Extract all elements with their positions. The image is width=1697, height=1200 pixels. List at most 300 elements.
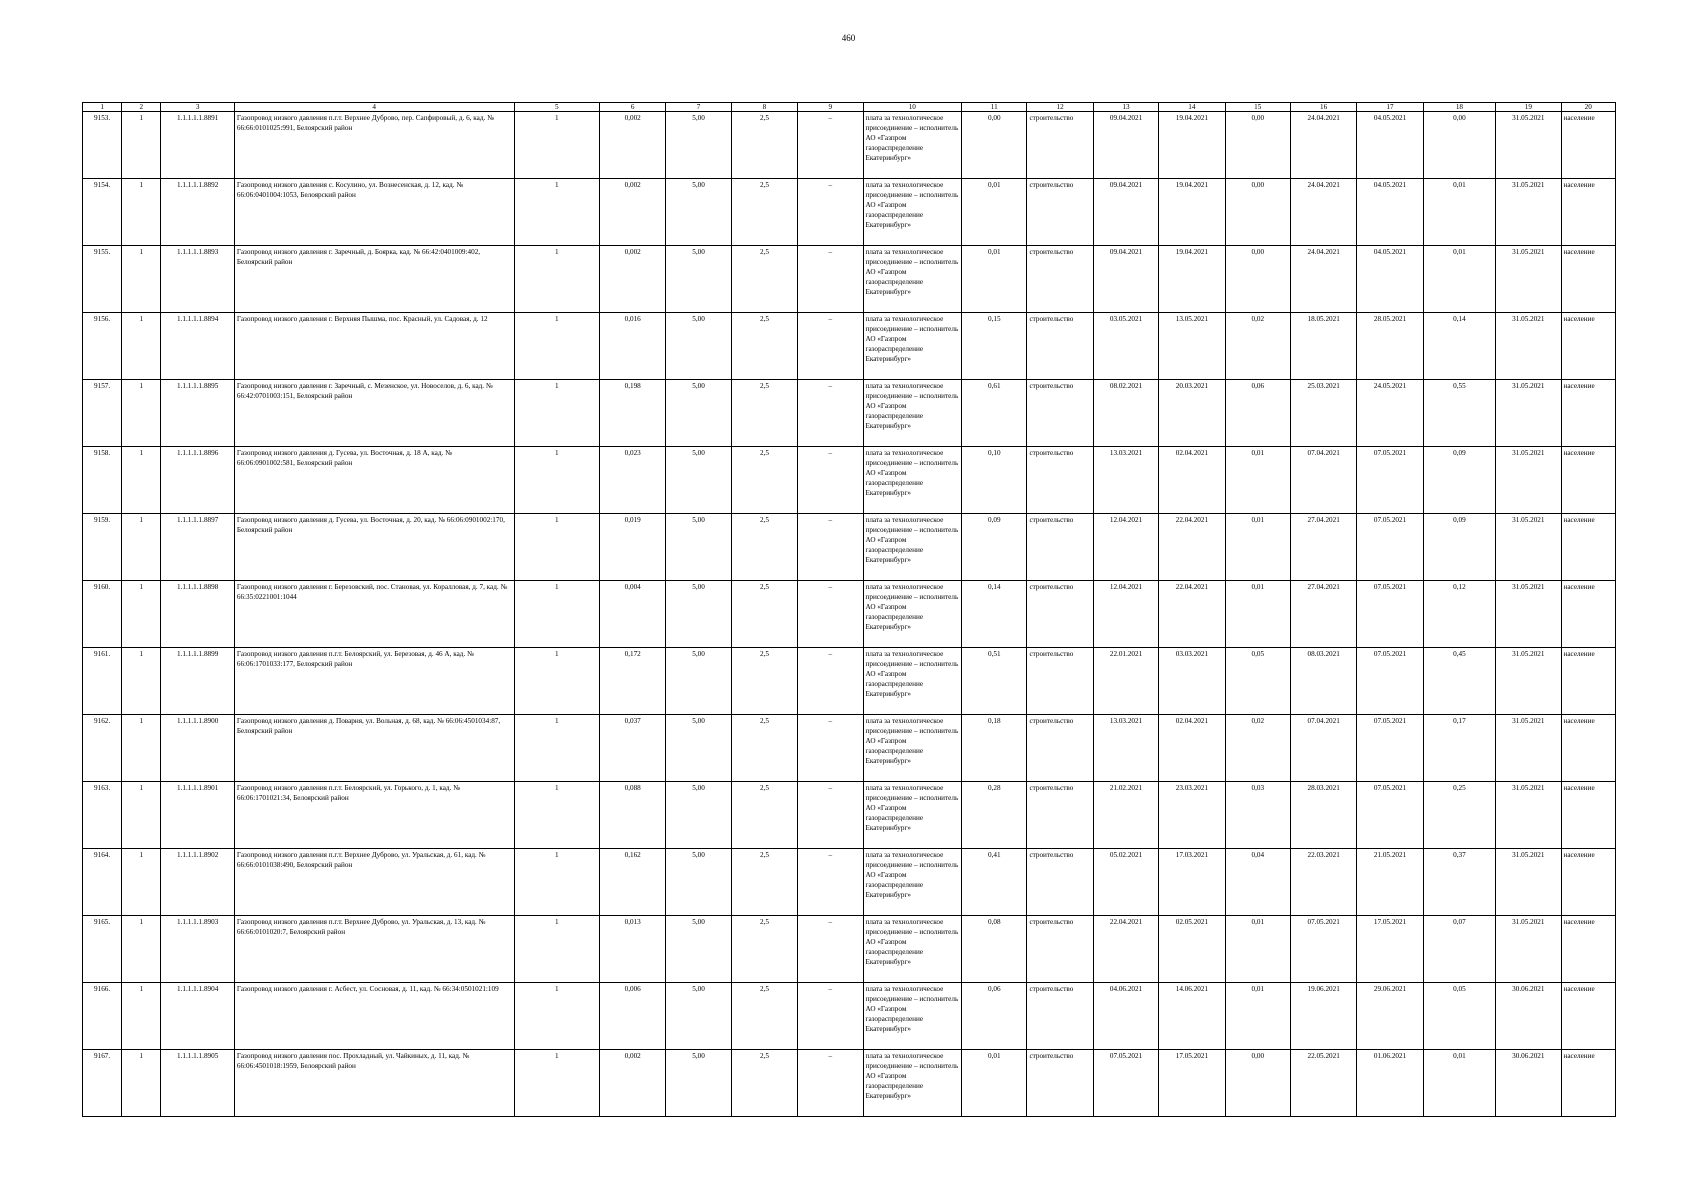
row-number-cell: 9165. bbox=[83, 916, 122, 983]
dash-cell: – bbox=[798, 849, 863, 916]
payment-cell: плата за технологическое присоединение – исполнитель АО «Газпром газораспределение Екатеринбург» bbox=[863, 715, 962, 782]
date-cell: 08.02.2021 bbox=[1093, 380, 1158, 447]
date-cell: 04.05.2021 bbox=[1357, 246, 1423, 313]
payment-cell: плата за технологическое присоединение – исполнитель АО «Газпром газораспределение Екатеринбург» bbox=[863, 179, 962, 246]
row-number-cell: 9161. bbox=[83, 648, 122, 715]
count-cell: 1 bbox=[514, 112, 600, 179]
date-cell: 27.04.2021 bbox=[1290, 514, 1356, 581]
value-cell: 0,09 bbox=[1423, 447, 1495, 514]
length-cell: 0,006 bbox=[600, 983, 666, 1050]
column-number: 4 bbox=[234, 103, 514, 112]
column-number: 5 bbox=[514, 103, 600, 112]
value-cell: 0,01 bbox=[1225, 983, 1290, 1050]
code-cell: 1.1.1.1.1.8898 bbox=[161, 581, 234, 648]
date-cell: 30.06.2021 bbox=[1496, 1050, 1561, 1117]
code-cell: 1.1.1.1.1.8899 bbox=[161, 648, 234, 715]
dash-cell: – bbox=[798, 715, 863, 782]
code-cell: 1.1.1.1.1.8894 bbox=[161, 313, 234, 380]
date-cell: 04.06.2021 bbox=[1093, 983, 1158, 1050]
date-cell: 07.05.2021 bbox=[1357, 648, 1423, 715]
column-number: 14 bbox=[1159, 103, 1225, 112]
table-row bbox=[83, 849, 1616, 916]
count-cell: 1 bbox=[514, 179, 600, 246]
table-row bbox=[83, 447, 1616, 514]
payment-cell: плата за технологическое присоединение – исполнитель АО «Газпром газораспределение Екатеринбург» bbox=[863, 313, 962, 380]
row-number-cell: 9166. bbox=[83, 983, 122, 1050]
row-number-cell: 9156. bbox=[83, 313, 122, 380]
payment-cell: плата за технологическое присоединение – исполнитель АО «Газпром газораспределение Екатеринбург» bbox=[863, 380, 962, 447]
row-number-cell: 9167. bbox=[83, 1050, 122, 1117]
cost-cell: 0,01 bbox=[962, 179, 1027, 246]
date-cell: 31.05.2021 bbox=[1496, 313, 1561, 380]
length-cell: 0,198 bbox=[600, 380, 666, 447]
column-number: 19 bbox=[1496, 103, 1561, 112]
value-cell: 0,03 bbox=[1225, 782, 1290, 849]
code-cell: 1.1.1.1.1.8905 bbox=[161, 1050, 234, 1117]
value-cell: 5,00 bbox=[666, 112, 731, 179]
cost-cell: 0,18 bbox=[962, 715, 1027, 782]
date-cell: 31.05.2021 bbox=[1496, 648, 1561, 715]
date-cell: 23.03.2021 bbox=[1159, 782, 1225, 849]
quantity-cell: 1 bbox=[122, 313, 161, 380]
value-cell: 5,00 bbox=[666, 246, 731, 313]
description-cell: Газопровод низкого давления п.г.т. Верхнее Дуброво, ул. Уральская, д. 13, кад. № 66:66:0101020:7, Белоярский район bbox=[234, 916, 514, 983]
value-cell: 2,5 bbox=[731, 447, 797, 514]
value-cell: 0,01 bbox=[1225, 514, 1290, 581]
description-cell: Газопровод низкого давления п.г.т. Верхнее Дуброво, ул. Уральская, д. 61, кад. № 66:66:0101038:490, Белоярский район bbox=[234, 849, 514, 916]
date-cell: 27.04.2021 bbox=[1290, 581, 1356, 648]
quantity-cell: 1 bbox=[122, 983, 161, 1050]
count-cell: 1 bbox=[514, 581, 600, 648]
work-type-cell: строительство bbox=[1027, 514, 1093, 581]
dash-cell: – bbox=[798, 916, 863, 983]
date-cell: 22.04.2021 bbox=[1093, 916, 1158, 983]
quantity-cell: 1 bbox=[122, 581, 161, 648]
column-number: 13 bbox=[1093, 103, 1158, 112]
table-row bbox=[83, 380, 1616, 447]
description-cell: Газопровод низкого давления д. Поварня, ул. Вольная, д. 68, кад. № 66:06:4501034:87, Белоярский район bbox=[234, 715, 514, 782]
date-cell: 18.05.2021 bbox=[1290, 313, 1356, 380]
date-cell: 17.05.2021 bbox=[1357, 916, 1423, 983]
length-cell: 0,016 bbox=[600, 313, 666, 380]
column-number: 11 bbox=[962, 103, 1027, 112]
date-cell: 07.05.2021 bbox=[1357, 514, 1423, 581]
count-cell: 1 bbox=[514, 447, 600, 514]
table-row bbox=[83, 581, 1616, 648]
value-cell: 2,5 bbox=[731, 648, 797, 715]
work-type-cell: строительство bbox=[1027, 112, 1093, 179]
column-number: 10 bbox=[863, 103, 962, 112]
column-number: 6 bbox=[600, 103, 666, 112]
category-cell: население bbox=[1561, 1050, 1616, 1117]
value-cell: 2,5 bbox=[731, 313, 797, 380]
category-cell: население bbox=[1561, 313, 1616, 380]
count-cell: 1 bbox=[514, 916, 600, 983]
value-cell: 5,00 bbox=[666, 179, 731, 246]
dash-cell: – bbox=[798, 1050, 863, 1117]
date-cell: 19.04.2021 bbox=[1159, 246, 1225, 313]
description-cell: Газопровод низкого давления г. Березовский, пос. Становая, ул. Коралловая, д. 7, кад. № 66:35:0221001:1044 bbox=[234, 581, 514, 648]
work-type-cell: строительство bbox=[1027, 380, 1093, 447]
code-cell: 1.1.1.1.1.8904 bbox=[161, 983, 234, 1050]
date-cell: 31.05.2021 bbox=[1496, 380, 1561, 447]
value-cell: 0,01 bbox=[1225, 447, 1290, 514]
value-cell: 0,02 bbox=[1225, 715, 1290, 782]
value-cell: 0,04 bbox=[1225, 849, 1290, 916]
count-cell: 1 bbox=[514, 514, 600, 581]
work-type-cell: строительство bbox=[1027, 581, 1093, 648]
category-cell: население bbox=[1561, 648, 1616, 715]
date-cell: 22.01.2021 bbox=[1093, 648, 1158, 715]
value-cell: 5,00 bbox=[666, 1050, 731, 1117]
count-cell: 1 bbox=[514, 983, 600, 1050]
date-cell: 01.06.2021 bbox=[1357, 1050, 1423, 1117]
column-number: 12 bbox=[1027, 103, 1093, 112]
date-cell: 31.05.2021 bbox=[1496, 447, 1561, 514]
date-cell: 24.04.2021 bbox=[1290, 179, 1356, 246]
quantity-cell: 1 bbox=[122, 112, 161, 179]
value-cell: 5,00 bbox=[666, 380, 731, 447]
cost-cell: 0,14 bbox=[962, 581, 1027, 648]
length-cell: 0,172 bbox=[600, 648, 666, 715]
value-cell: 0,00 bbox=[1423, 112, 1495, 179]
code-cell: 1.1.1.1.1.8903 bbox=[161, 916, 234, 983]
quantity-cell: 1 bbox=[122, 447, 161, 514]
work-type-cell: строительство bbox=[1027, 983, 1093, 1050]
date-cell: 12.04.2021 bbox=[1093, 514, 1158, 581]
length-cell: 0,002 bbox=[600, 112, 666, 179]
value-cell: 2,5 bbox=[731, 179, 797, 246]
cost-cell: 0,01 bbox=[962, 1050, 1027, 1117]
length-cell: 0,023 bbox=[600, 447, 666, 514]
value-cell: 0,01 bbox=[1225, 916, 1290, 983]
value-cell: 0,01 bbox=[1423, 1050, 1495, 1117]
description-cell: Газопровод низкого давления г. Асбест, ул. Сосновая, д. 11, кад. № 66:34:0501021:109 bbox=[234, 983, 514, 1050]
table-row bbox=[83, 782, 1616, 849]
date-cell: 07.05.2021 bbox=[1357, 782, 1423, 849]
date-cell: 30.06.2021 bbox=[1496, 983, 1561, 1050]
category-cell: население bbox=[1561, 983, 1616, 1050]
payment-cell: плата за технологическое присоединение – исполнитель АО «Газпром газораспределение Екатеринбург» bbox=[863, 916, 962, 983]
row-number-cell: 9157. bbox=[83, 380, 122, 447]
dash-cell: – bbox=[798, 179, 863, 246]
category-cell: население bbox=[1561, 246, 1616, 313]
column-number: 8 bbox=[731, 103, 797, 112]
value-cell: 0,12 bbox=[1423, 581, 1495, 648]
length-cell: 0,088 bbox=[600, 782, 666, 849]
table-row bbox=[83, 246, 1616, 313]
table-row bbox=[83, 514, 1616, 581]
quantity-cell: 1 bbox=[122, 782, 161, 849]
date-cell: 04.05.2021 bbox=[1357, 112, 1423, 179]
code-cell: 1.1.1.1.1.8902 bbox=[161, 849, 234, 916]
description-cell: Газопровод низкого давления п.г.т. Верхнее Дуброво, пер. Сапфировый, д. 6, кад. № 66:66:0101025:991, Белоярский район bbox=[234, 112, 514, 179]
length-cell: 0,162 bbox=[600, 849, 666, 916]
date-cell: 13.05.2021 bbox=[1159, 313, 1225, 380]
date-cell: 12.04.2021 bbox=[1093, 581, 1158, 648]
value-cell: 5,00 bbox=[666, 715, 731, 782]
dash-cell: – bbox=[798, 380, 863, 447]
date-cell: 31.05.2021 bbox=[1496, 715, 1561, 782]
length-cell: 0,013 bbox=[600, 916, 666, 983]
date-cell: 13.03.2021 bbox=[1093, 715, 1158, 782]
date-cell: 17.05.2021 bbox=[1159, 1050, 1225, 1117]
value-cell: 0,37 bbox=[1423, 849, 1495, 916]
value-cell: 0,05 bbox=[1423, 983, 1495, 1050]
payment-cell: плата за технологическое присоединение – исполнитель АО «Газпром газораспределение Екатеринбург» bbox=[863, 849, 962, 916]
date-cell: 14.06.2021 bbox=[1159, 983, 1225, 1050]
date-cell: 08.03.2021 bbox=[1290, 648, 1356, 715]
count-cell: 1 bbox=[514, 246, 600, 313]
value-cell: 0,55 bbox=[1423, 380, 1495, 447]
quantity-cell: 1 bbox=[122, 1050, 161, 1117]
value-cell: 5,00 bbox=[666, 581, 731, 648]
date-cell: 24.05.2021 bbox=[1357, 380, 1423, 447]
description-cell: Газопровод низкого давления с. Косулино, ул. Вознесенская, д. 12, кад. № 66:06:0401004:1053, Белоярский район bbox=[234, 179, 514, 246]
cost-cell: 0,61 bbox=[962, 380, 1027, 447]
category-cell: население bbox=[1561, 715, 1616, 782]
date-cell: 02.04.2021 bbox=[1159, 715, 1225, 782]
value-cell: 2,5 bbox=[731, 246, 797, 313]
category-cell: население bbox=[1561, 782, 1616, 849]
column-number: 20 bbox=[1561, 103, 1616, 112]
column-number: 7 bbox=[666, 103, 731, 112]
date-cell: 07.04.2021 bbox=[1290, 715, 1356, 782]
cost-cell: 0,01 bbox=[962, 246, 1027, 313]
cost-cell: 0,06 bbox=[962, 983, 1027, 1050]
count-cell: 1 bbox=[514, 849, 600, 916]
work-type-cell: строительство bbox=[1027, 179, 1093, 246]
table-row bbox=[83, 112, 1616, 179]
value-cell: 0,14 bbox=[1423, 313, 1495, 380]
length-cell: 0,002 bbox=[600, 179, 666, 246]
date-cell: 31.05.2021 bbox=[1496, 246, 1561, 313]
payment-cell: плата за технологическое присоединение – исполнитель АО «Газпром газораспределение Екатеринбург» bbox=[863, 581, 962, 648]
payment-cell: плата за технологическое присоединение – исполнитель АО «Газпром газораспределение Екатеринбург» bbox=[863, 1050, 962, 1117]
count-cell: 1 bbox=[514, 648, 600, 715]
category-cell: население bbox=[1561, 849, 1616, 916]
cost-cell: 0,15 bbox=[962, 313, 1027, 380]
payment-cell: плата за технологическое присоединение – исполнитель АО «Газпром газораспределение Екатеринбург» bbox=[863, 983, 962, 1050]
cost-cell: 0,08 bbox=[962, 916, 1027, 983]
date-cell: 09.04.2021 bbox=[1093, 112, 1158, 179]
value-cell: 0,17 bbox=[1423, 715, 1495, 782]
value-cell: 5,00 bbox=[666, 983, 731, 1050]
date-cell: 19.04.2021 bbox=[1159, 179, 1225, 246]
category-cell: население bbox=[1561, 514, 1616, 581]
dash-cell: – bbox=[798, 782, 863, 849]
length-cell: 0,019 bbox=[600, 514, 666, 581]
column-number: 17 bbox=[1357, 103, 1423, 112]
description-cell: Газопровод низкого давления п.г.т. Белоярский, ул. Горького, д. 1, кад. № 66:06:1701021:34, Белоярский район bbox=[234, 782, 514, 849]
work-type-cell: строительство bbox=[1027, 246, 1093, 313]
description-cell: Газопровод низкого давления г. Заречный, д. Боярка, кад. № 66:42:0401009:402, Белоярский район bbox=[234, 246, 514, 313]
date-cell: 25.03.2021 bbox=[1290, 380, 1356, 447]
code-cell: 1.1.1.1.1.8897 bbox=[161, 514, 234, 581]
register-table bbox=[82, 102, 1616, 1117]
table-row bbox=[83, 916, 1616, 983]
cost-cell: 0,09 bbox=[962, 514, 1027, 581]
table-row bbox=[83, 1050, 1616, 1117]
date-cell: 07.05.2021 bbox=[1093, 1050, 1158, 1117]
quantity-cell: 1 bbox=[122, 514, 161, 581]
date-cell: 31.05.2021 bbox=[1496, 849, 1561, 916]
column-number: 2 bbox=[122, 103, 161, 112]
row-number-cell: 9160. bbox=[83, 581, 122, 648]
date-cell: 04.05.2021 bbox=[1357, 179, 1423, 246]
table-row bbox=[83, 313, 1616, 380]
value-cell: 5,00 bbox=[666, 648, 731, 715]
column-number: 15 bbox=[1225, 103, 1290, 112]
cost-cell: 0,28 bbox=[962, 782, 1027, 849]
work-type-cell: строительство bbox=[1027, 648, 1093, 715]
work-type-cell: строительство bbox=[1027, 715, 1093, 782]
column-number: 1 bbox=[83, 103, 122, 112]
value-cell: 2,5 bbox=[731, 581, 797, 648]
payment-cell: плата за технологическое присоединение – исполнитель АО «Газпром газораспределение Екатеринбург» bbox=[863, 246, 962, 313]
date-cell: 19.04.2021 bbox=[1159, 112, 1225, 179]
value-cell: 0,00 bbox=[1225, 246, 1290, 313]
payment-cell: плата за технологическое присоединение – исполнитель АО «Газпром газораспределение Екатеринбург» bbox=[863, 447, 962, 514]
work-type-cell: строительство bbox=[1027, 1050, 1093, 1117]
code-cell: 1.1.1.1.1.8895 bbox=[161, 380, 234, 447]
table-row bbox=[83, 179, 1616, 246]
category-cell: население bbox=[1561, 447, 1616, 514]
date-cell: 02.05.2021 bbox=[1159, 916, 1225, 983]
category-cell: население bbox=[1561, 916, 1616, 983]
date-cell: 24.04.2021 bbox=[1290, 112, 1356, 179]
date-cell: 05.02.2021 bbox=[1093, 849, 1158, 916]
description-cell: Газопровод низкого давления пос. Прохладный, ул. Чайкиных, д. 11, кад. № 66:06:4501018:1959, Белоярский район bbox=[234, 1050, 514, 1117]
date-cell: 22.05.2021 bbox=[1290, 1050, 1356, 1117]
code-cell: 1.1.1.1.1.8900 bbox=[161, 715, 234, 782]
row-number-cell: 9159. bbox=[83, 514, 122, 581]
dash-cell: – bbox=[798, 447, 863, 514]
date-cell: 31.05.2021 bbox=[1496, 916, 1561, 983]
category-cell: население bbox=[1561, 179, 1616, 246]
value-cell: 0,01 bbox=[1225, 581, 1290, 648]
row-number-cell: 9163. bbox=[83, 782, 122, 849]
date-cell: 20.03.2021 bbox=[1159, 380, 1225, 447]
date-cell: 13.03.2021 bbox=[1093, 447, 1158, 514]
column-number: 3 bbox=[161, 103, 234, 112]
column-number: 16 bbox=[1290, 103, 1356, 112]
value-cell: 0,25 bbox=[1423, 782, 1495, 849]
date-cell: 07.05.2021 bbox=[1357, 581, 1423, 648]
payment-cell: плата за технологическое присоединение – исполнитель АО «Газпром газораспределение Екатеринбург» bbox=[863, 112, 962, 179]
dash-cell: – bbox=[798, 313, 863, 380]
cost-cell: 0,00 bbox=[962, 112, 1027, 179]
value-cell: 5,00 bbox=[666, 916, 731, 983]
row-number-cell: 9164. bbox=[83, 849, 122, 916]
quantity-cell: 1 bbox=[122, 380, 161, 447]
table-row bbox=[83, 983, 1616, 1050]
work-type-cell: строительство bbox=[1027, 916, 1093, 983]
value-cell: 2,5 bbox=[731, 1050, 797, 1117]
date-cell: 31.05.2021 bbox=[1496, 782, 1561, 849]
dash-cell: – bbox=[798, 983, 863, 1050]
description-cell: Газопровод низкого давления д. Гусева, ул. Восточная, д. 20, кад. № 66:06:0901002:170, Белоярский район bbox=[234, 514, 514, 581]
row-number-cell: 9158. bbox=[83, 447, 122, 514]
date-cell: 21.02.2021 bbox=[1093, 782, 1158, 849]
date-cell: 22.04.2021 bbox=[1159, 581, 1225, 648]
date-cell: 22.04.2021 bbox=[1159, 514, 1225, 581]
date-cell: 07.05.2021 bbox=[1357, 715, 1423, 782]
date-cell: 03.05.2021 bbox=[1093, 313, 1158, 380]
code-cell: 1.1.1.1.1.8892 bbox=[161, 179, 234, 246]
length-cell: 0,002 bbox=[600, 1050, 666, 1117]
date-cell: 31.05.2021 bbox=[1496, 112, 1561, 179]
description-cell: Газопровод низкого давления п.г.т. Белоярский, ул. Березовая, д. 46 А, кад. № 66:06:1701033:177, Белоярский район bbox=[234, 648, 514, 715]
row-number-cell: 9154. bbox=[83, 179, 122, 246]
description-cell: Газопровод низкого давления д. Гусева, ул. Восточная, д. 18 А, кад. № 66:06:0901002:581, Белоярский район bbox=[234, 447, 514, 514]
work-type-cell: строительство bbox=[1027, 447, 1093, 514]
table-row bbox=[83, 648, 1616, 715]
date-cell: 07.05.2021 bbox=[1357, 447, 1423, 514]
count-cell: 1 bbox=[514, 1050, 600, 1117]
value-cell: 2,5 bbox=[731, 112, 797, 179]
row-number-cell: 9155. bbox=[83, 246, 122, 313]
page-number: 460 bbox=[841, 33, 856, 43]
quantity-cell: 1 bbox=[122, 179, 161, 246]
payment-cell: плата за технологическое присоединение – исполнитель АО «Газпром газораспределение Екатеринбург» bbox=[863, 782, 962, 849]
value-cell: 0,45 bbox=[1423, 648, 1495, 715]
category-cell: население bbox=[1561, 380, 1616, 447]
date-cell: 31.05.2021 bbox=[1496, 581, 1561, 648]
date-cell: 28.03.2021 bbox=[1290, 782, 1356, 849]
value-cell: 2,5 bbox=[731, 983, 797, 1050]
work-type-cell: строительство bbox=[1027, 849, 1093, 916]
length-cell: 0,004 bbox=[600, 581, 666, 648]
value-cell: 5,00 bbox=[666, 849, 731, 916]
date-cell: 31.05.2021 bbox=[1496, 514, 1561, 581]
dash-cell: – bbox=[798, 514, 863, 581]
code-cell: 1.1.1.1.1.8896 bbox=[161, 447, 234, 514]
date-cell: 03.03.2021 bbox=[1159, 648, 1225, 715]
category-cell: население bbox=[1561, 581, 1616, 648]
column-number-row bbox=[83, 103, 1616, 112]
date-cell: 02.04.2021 bbox=[1159, 447, 1225, 514]
payment-cell: плата за технологическое присоединение – исполнитель АО «Газпром газораспределение Екатеринбург» bbox=[863, 514, 962, 581]
value-cell: 2,5 bbox=[731, 380, 797, 447]
row-number-cell: 9162. bbox=[83, 715, 122, 782]
work-type-cell: строительство bbox=[1027, 313, 1093, 380]
length-cell: 0,037 bbox=[600, 715, 666, 782]
value-cell: 2,5 bbox=[731, 514, 797, 581]
quantity-cell: 1 bbox=[122, 715, 161, 782]
date-cell: 24.04.2021 bbox=[1290, 246, 1356, 313]
count-cell: 1 bbox=[514, 715, 600, 782]
date-cell: 17.03.2021 bbox=[1159, 849, 1225, 916]
table-row bbox=[83, 715, 1616, 782]
cost-cell: 0,10 bbox=[962, 447, 1027, 514]
value-cell: 0,09 bbox=[1423, 514, 1495, 581]
category-cell: население bbox=[1561, 112, 1616, 179]
work-type-cell: строительство bbox=[1027, 782, 1093, 849]
date-cell: 09.04.2021 bbox=[1093, 246, 1158, 313]
value-cell: 5,00 bbox=[666, 514, 731, 581]
value-cell: 2,5 bbox=[731, 916, 797, 983]
quantity-cell: 1 bbox=[122, 916, 161, 983]
value-cell: 0,01 bbox=[1423, 246, 1495, 313]
date-cell: 31.05.2021 bbox=[1496, 179, 1561, 246]
cost-cell: 0,41 bbox=[962, 849, 1027, 916]
value-cell: 0,00 bbox=[1225, 1050, 1290, 1117]
dash-cell: – bbox=[798, 581, 863, 648]
date-cell: 09.04.2021 bbox=[1093, 179, 1158, 246]
column-number: 18 bbox=[1423, 103, 1495, 112]
count-cell: 1 bbox=[514, 313, 600, 380]
